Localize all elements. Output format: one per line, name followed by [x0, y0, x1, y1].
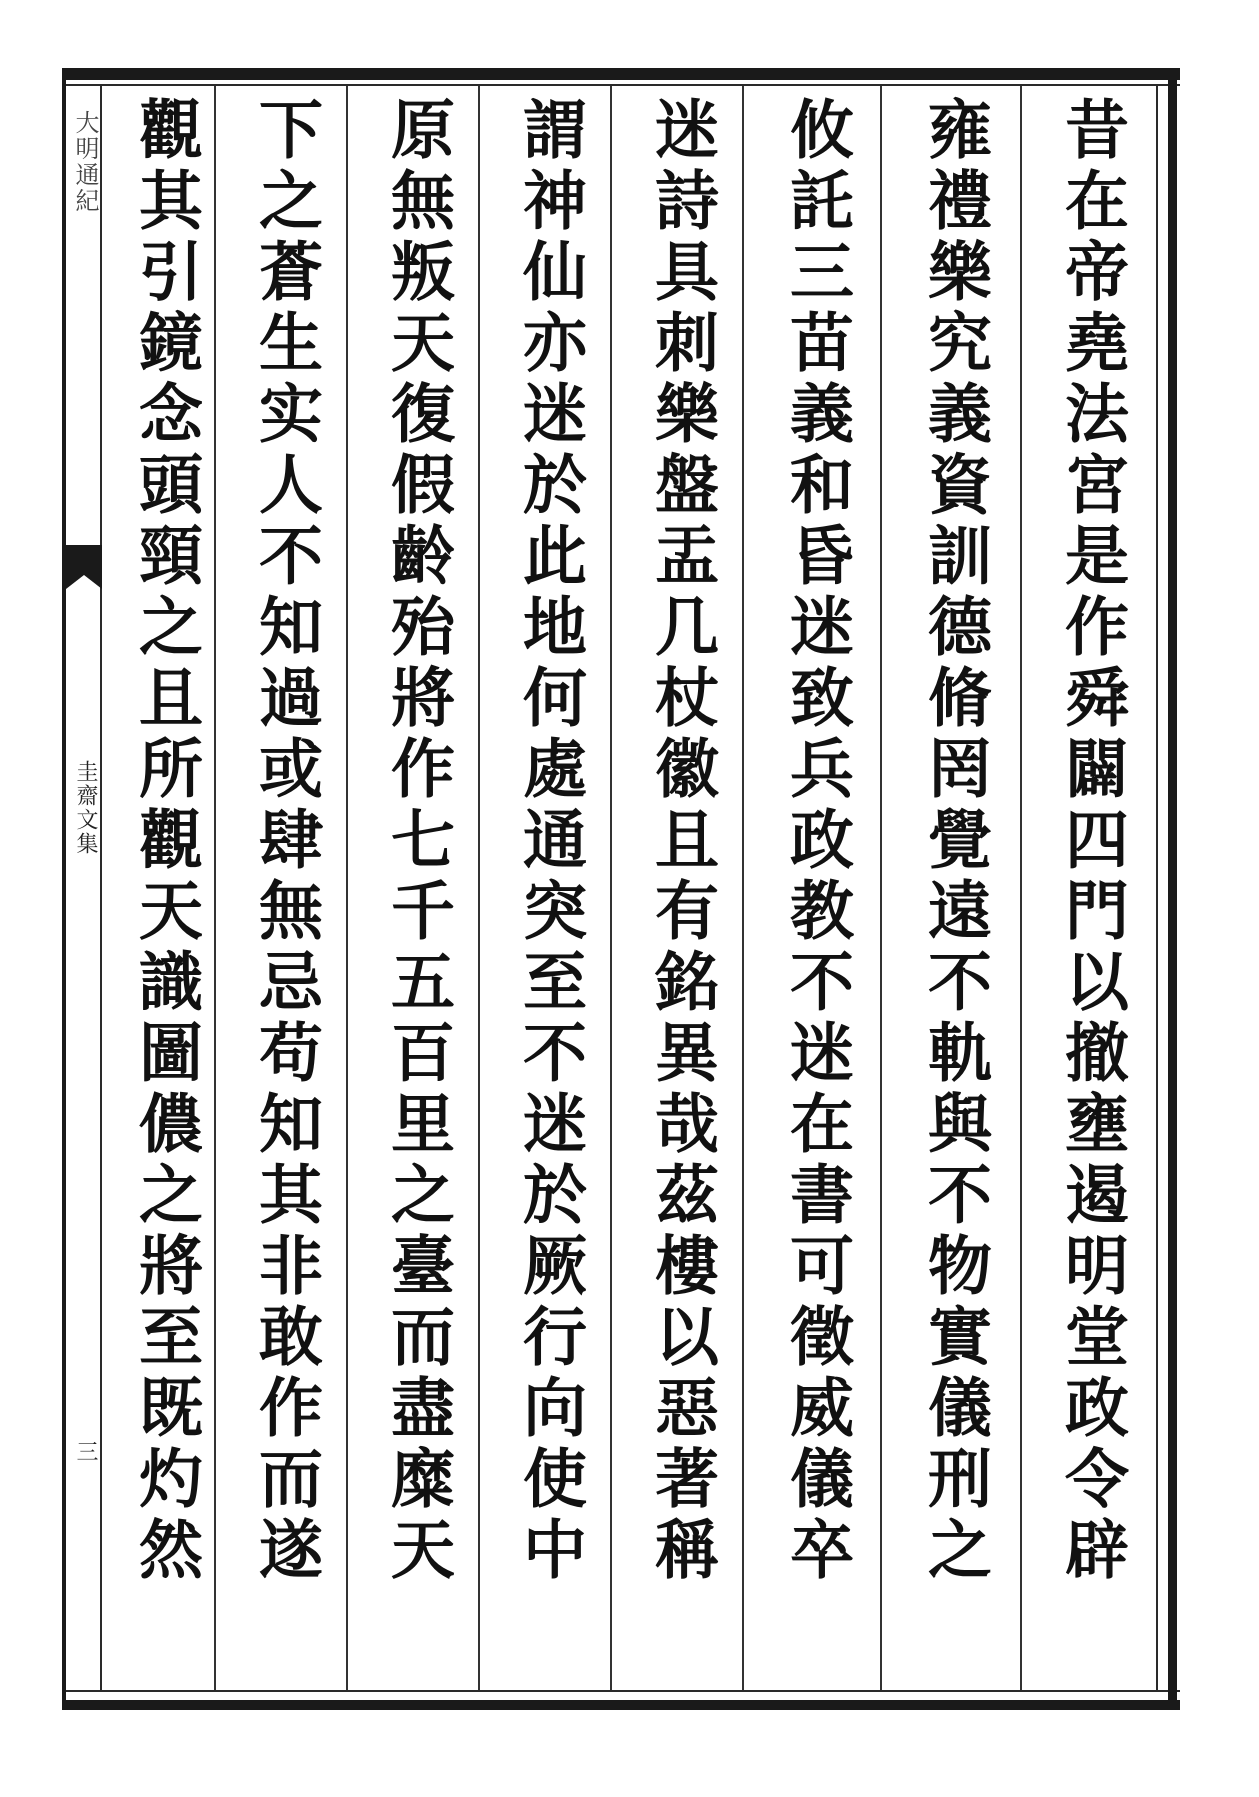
column-rule	[478, 86, 480, 1690]
spine-upper-label: 大明通紀	[71, 110, 99, 214]
spine-book-title: 圭齋文集	[73, 760, 98, 856]
text-column-4: 迷詩具刺樂盤盂几杖徽且有銘異哉茲樓以惡著稱	[644, 96, 719, 1587]
column-rule	[346, 86, 348, 1690]
text-column-6: 原無叛天復假齡殆將作七千五百里之臺而盡糜天	[380, 96, 455, 1587]
text-column-5: 謂神仙亦迷於此地何處通突至不迷於厥行向使中	[512, 96, 587, 1587]
text-column-3: 攸託三苗義和昏迷致兵政教不迷在書可徵威儀卒	[779, 96, 854, 1587]
frame-bottom-border	[62, 1700, 1180, 1710]
column-rule	[1020, 86, 1022, 1690]
frame-right-inner-line	[1156, 86, 1158, 1690]
frame-top-border	[62, 68, 1180, 80]
spine-folio-number: 三	[73, 1440, 98, 1464]
spine-divider	[100, 86, 102, 1690]
fishtail-mark-icon	[64, 545, 104, 595]
text-column-7: 下之蒼生实人不知過或肆無忌苟知其非敢作而遂	[248, 96, 323, 1587]
text-column-1: 昔在帝堯法宮是作舜闢四門以撤壅遏明堂政令辟	[1054, 96, 1129, 1587]
frame-bottom-inner-line	[62, 1690, 1180, 1692]
column-rule	[880, 86, 882, 1690]
column-rule	[610, 86, 612, 1690]
frame-top-inner-line	[62, 84, 1180, 86]
text-column-8: 觀其引鏡念頭頸之且所觀天識圖儂之將至既灼然	[128, 96, 203, 1587]
column-rule	[742, 86, 744, 1690]
frame-right-border	[1168, 68, 1177, 1710]
text-column-2: 雍禮樂究義資訓德脩罔覺遠不軌與不物實儀刑之	[917, 96, 992, 1587]
